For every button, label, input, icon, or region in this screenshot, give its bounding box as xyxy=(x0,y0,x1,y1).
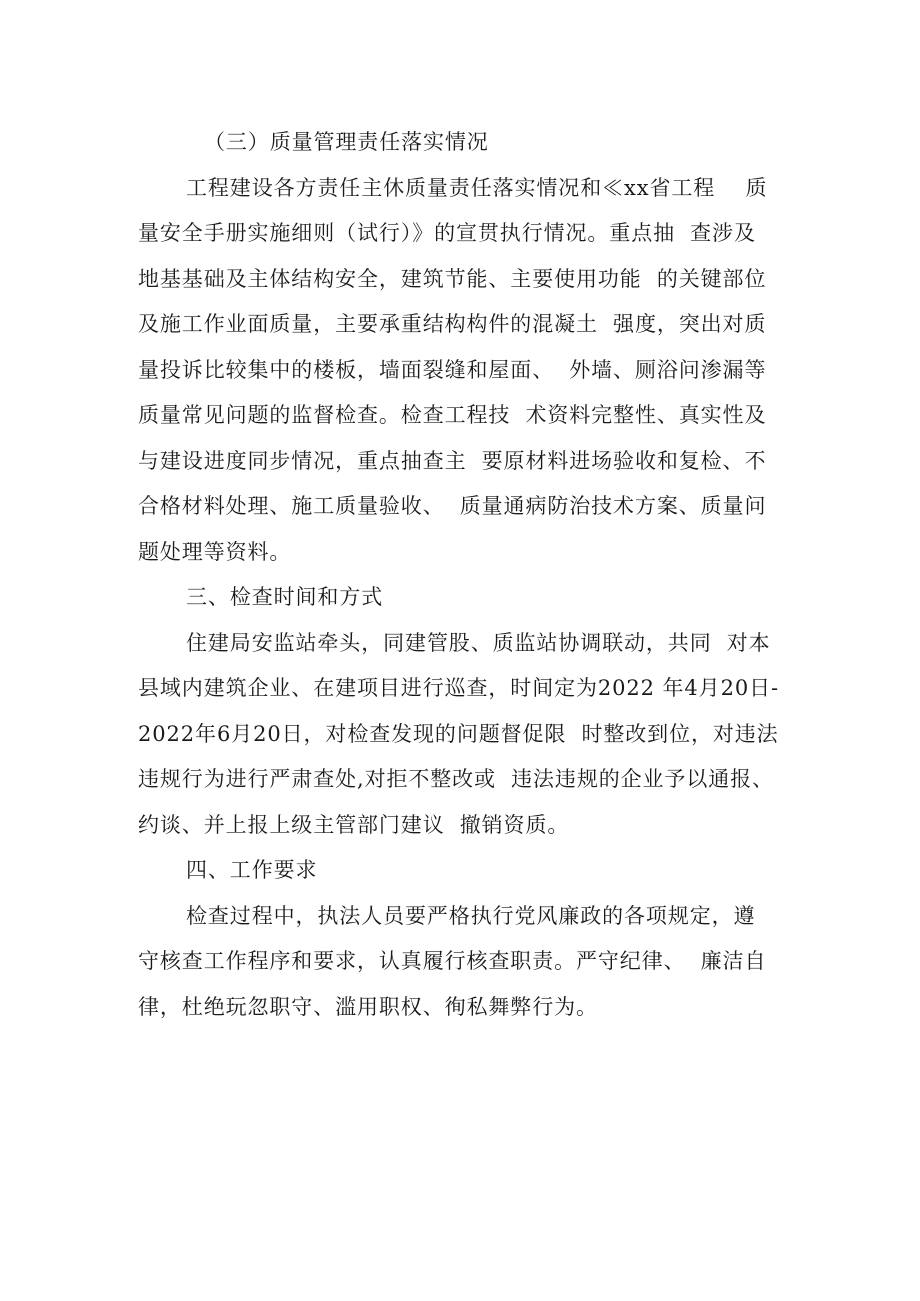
paragraph-line: 量投诉比较集中的楼板，墙面裂缝和屋面、 外墙、厕浴问渗漏等 xyxy=(138,357,767,382)
paragraph-line: 工程建设各方责任主休质量责任落实情况和≪xx省工程 质 xyxy=(186,175,768,200)
subsection-heading: （三）质量管理责任落实情况 xyxy=(204,130,489,154)
paragraph-line: 守核查工作程序和要求，认真履行核查职责。严守纪律、 廉洁自 xyxy=(138,949,767,973)
paragraph-line: 检查过程中，执法人员要严格执行党风廉政的各项规定，遵 xyxy=(186,903,756,928)
section-heading: 四、工作要求 xyxy=(186,858,318,882)
paragraph-line: 及施工作业面质量，主要承重结构构件的混凝土 强度，突出对质 xyxy=(138,312,767,336)
paragraph-line: 约谈、并上报上级主管部门建议 撤销资质。 xyxy=(138,812,570,837)
paragraph-line: 题处理等资料。 xyxy=(138,539,292,564)
paragraph-line: 县域内建筑企业、在建项目进行巡查，时间定为2022 年4月20日- xyxy=(138,676,779,700)
paragraph-line: 质量常见问题的监督检查。检查工程技 术资料完整性、真实性及 xyxy=(138,403,767,427)
paragraph-line: 违规行为进行严肃查处,对拒不整改或 违法违规的企业予以通报、 xyxy=(138,767,774,791)
paragraph-line: 2022年6月20日，对检查发现的问题督促限 时整改到位，对违法 xyxy=(138,721,779,746)
paragraph-line: 住建局安监站牵头，同建管股、质监站协调联动，共同 对本 xyxy=(186,630,771,655)
paragraph-line: 量安全手册实施细则（试行）》的宣贯执行情况。重点抽 查涉及 xyxy=(138,221,756,245)
paragraph-work-requirements xyxy=(138,894,798,1031)
document-body xyxy=(138,120,798,1030)
paragraph-line: 律，杜绝玩忽职守、滥用职权、徇私舞弊行为。 xyxy=(138,994,598,1019)
paragraph-line: 地基基础及主体结构安全，建筑节能、主要使用功能 的关键部位 xyxy=(138,266,767,291)
paragraph-inspection-time xyxy=(138,621,798,849)
paragraph-quality-responsibility xyxy=(138,166,798,576)
paragraph-line: 合格材料处理、施工质量验收、 质量通病防治技术方案、质量问 xyxy=(138,494,767,518)
section-heading: 三、检查时间和方式 xyxy=(186,585,384,609)
paragraph-line: 与建设进度同步情况，重点抽查主 要原材料进场验收和复检、不 xyxy=(138,448,767,473)
